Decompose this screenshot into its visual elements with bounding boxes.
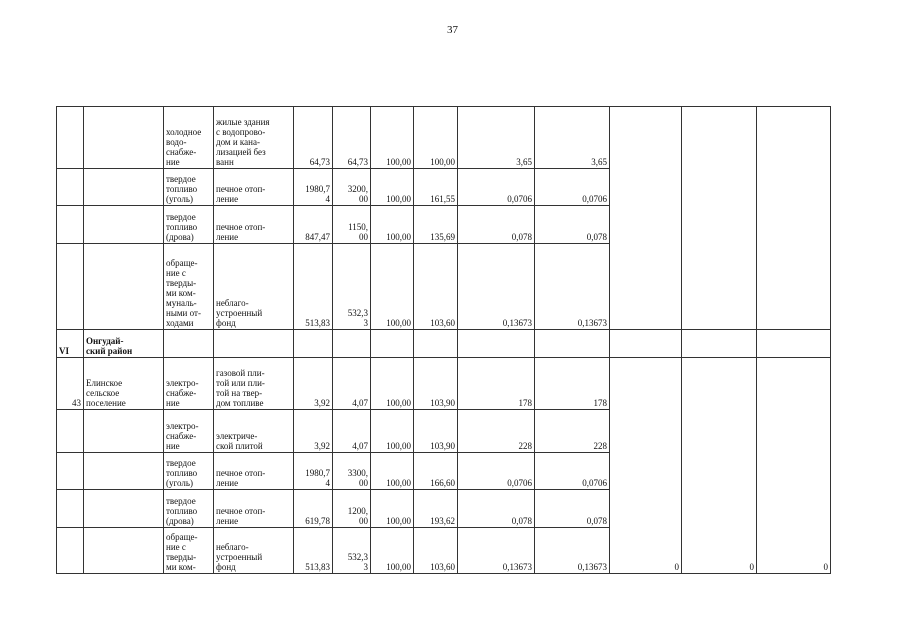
settlement-name — [84, 169, 164, 206]
object-description: печное отоп- ление — [214, 206, 294, 244]
percent-2: 103,60 — [414, 244, 458, 330]
service-type: твердое топливо (дрова) — [164, 490, 214, 528]
percent-1: 100,00 — [371, 358, 414, 410]
norm-1: 178 — [458, 358, 535, 410]
percent-1: 100,00 — [371, 490, 414, 528]
percent-1: 100,00 — [371, 107, 414, 169]
table-row — [57, 107, 831, 169]
empty-cell — [757, 107, 831, 330]
row-number — [57, 490, 84, 528]
settlement-name — [84, 107, 164, 169]
merged-value-1: 0 — [610, 358, 682, 574]
value-2: 3300, 00 — [333, 453, 371, 490]
object-description: неблаго- устроенный фонд — [214, 528, 294, 574]
value-2: 1150, 00 — [333, 206, 371, 244]
empty-cell — [682, 330, 757, 358]
empty-cell — [610, 330, 682, 358]
section-code: VI — [57, 330, 84, 358]
norm-2: 3,65 — [535, 107, 610, 169]
section-name: Онгудай- ский район — [84, 330, 164, 358]
object-description: электриче- ской плитой — [214, 410, 294, 453]
norm-1: 0,0706 — [458, 169, 535, 206]
merged-value-2: 0 — [682, 358, 757, 574]
percent-1: 100,00 — [371, 206, 414, 244]
empty-cell — [164, 330, 214, 358]
empty-cell — [757, 330, 831, 358]
object-description: жилые здания с водопрово- дом и кана- лизацией без ванн — [214, 107, 294, 169]
empty-cell — [682, 107, 757, 330]
settlement-name — [84, 410, 164, 453]
service-type: твердое топливо (уголь) — [164, 169, 214, 206]
merged-value-3: 0 — [757, 358, 831, 574]
value-1: 3,92 — [294, 358, 333, 410]
service-type: обраще- ние с тверды- ми ком- муналь- ными от- ходами — [164, 244, 214, 330]
norm-2: 228 — [535, 410, 610, 453]
norm-1: 228 — [458, 410, 535, 453]
value-2: 532,3 3 — [333, 244, 371, 330]
service-type: электро- снабже- ние — [164, 358, 214, 410]
percent-2: 166,60 — [414, 453, 458, 490]
value-1: 1980,7 4 — [294, 169, 333, 206]
value-1: 619,78 — [294, 490, 333, 528]
empty-cell — [371, 330, 414, 358]
percent-2: 193,62 — [414, 490, 458, 528]
norm-1: 0,078 — [458, 206, 535, 244]
settlement-name — [84, 206, 164, 244]
percent-1: 100,00 — [371, 528, 414, 574]
norm-2: 0,13673 — [535, 528, 610, 574]
settlement-name — [84, 453, 164, 490]
norm-2: 0,13673 — [535, 244, 610, 330]
settlement-name — [84, 244, 164, 330]
settlement-name — [84, 490, 164, 528]
percent-1: 100,00 — [371, 169, 414, 206]
service-type: холодное водо- снабже- ние — [164, 107, 214, 169]
service-type: твердое топливо (уголь) — [164, 453, 214, 490]
row-number — [57, 410, 84, 453]
norm-1: 3,65 — [458, 107, 535, 169]
value-1: 1980,7 4 — [294, 453, 333, 490]
service-type: твердое топливо (дрова) — [164, 206, 214, 244]
value-1: 3,92 — [294, 410, 333, 453]
value-1: 513,83 — [294, 528, 333, 574]
percent-1: 100,00 — [371, 410, 414, 453]
value-2: 4,07 — [333, 410, 371, 453]
value-1: 513,83 — [294, 244, 333, 330]
norm-2: 0,078 — [535, 490, 610, 528]
row-number — [57, 244, 84, 330]
settlement-name: Елинское сельское поселение — [84, 358, 164, 410]
value-2: 64,73 — [333, 107, 371, 169]
row-number: 43 — [57, 358, 84, 410]
row-number — [57, 528, 84, 574]
row-number — [57, 453, 84, 490]
percent-2: 103,90 — [414, 358, 458, 410]
norm-2: 0,0706 — [535, 453, 610, 490]
norm-2: 0,078 — [535, 206, 610, 244]
value-1: 847,47 — [294, 206, 333, 244]
object-description: печное отоп- ление — [214, 169, 294, 206]
value-1: 64,73 — [294, 107, 333, 169]
value-2: 532,3 3 — [333, 528, 371, 574]
empty-cell — [458, 330, 535, 358]
norm-1: 0,078 — [458, 490, 535, 528]
empty-cell — [333, 330, 371, 358]
value-2: 3200, 00 — [333, 169, 371, 206]
object-description: печное отоп- ление — [214, 453, 294, 490]
percent-1: 100,00 — [371, 244, 414, 330]
empty-cell — [294, 330, 333, 358]
row-number — [57, 206, 84, 244]
percent-2: 103,90 — [414, 410, 458, 453]
norm-1: 0,13673 — [458, 244, 535, 330]
row-number — [57, 169, 84, 206]
percent-2: 161,55 — [414, 169, 458, 206]
section-row — [57, 330, 831, 358]
norm-2: 178 — [535, 358, 610, 410]
object-description: неблаго- устроенный фонд — [214, 244, 294, 330]
empty-cell — [414, 330, 458, 358]
object-description: печное отоп- ление — [214, 490, 294, 528]
percent-2: 135,69 — [414, 206, 458, 244]
empty-cell — [214, 330, 294, 358]
empty-cell — [610, 107, 682, 330]
percent-2: 100,00 — [414, 107, 458, 169]
norm-1: 0,13673 — [458, 528, 535, 574]
percent-2: 103,60 — [414, 528, 458, 574]
row-number — [57, 107, 84, 169]
service-type: обраще- ние с тверды- ми ком- — [164, 528, 214, 574]
service-type: электро- снабже- ние — [164, 410, 214, 453]
page-number: 37 — [447, 24, 458, 36]
percent-1: 100,00 — [371, 453, 414, 490]
value-2: 1200, 00 — [333, 490, 371, 528]
norm-2: 0,0706 — [535, 169, 610, 206]
value-2: 4,07 — [333, 358, 371, 410]
empty-cell — [535, 330, 610, 358]
table-row — [57, 358, 831, 410]
object-description: газовой пли- той или пли- той на твер- дом топливе — [214, 358, 294, 410]
norm-1: 0,0706 — [458, 453, 535, 490]
settlement-name — [84, 528, 164, 574]
tariff-table — [56, 106, 831, 574]
